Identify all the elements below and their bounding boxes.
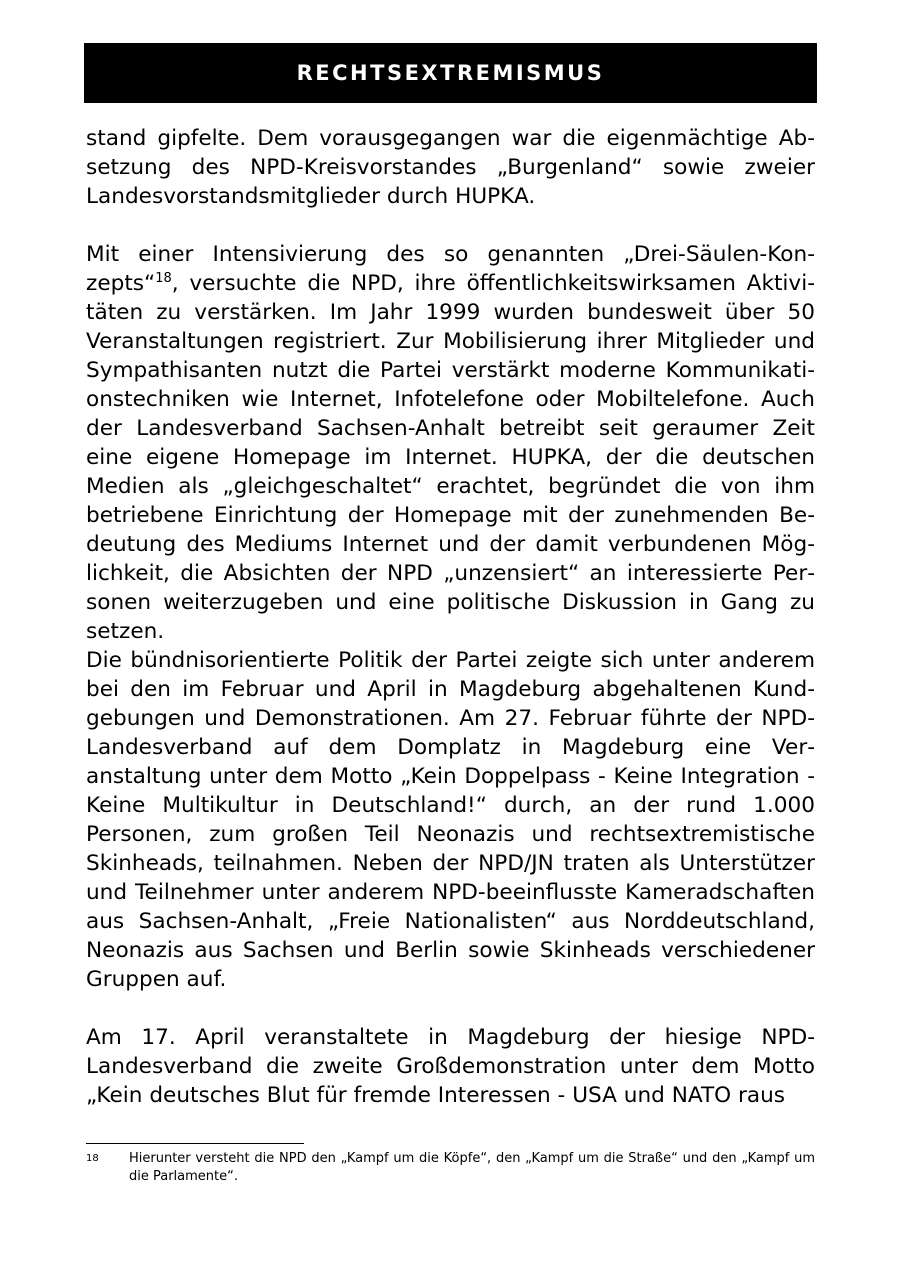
paragraph-2-text-after: , versuchte die NPD, ihre öffentlichkeitswirksamen Aktivitäten zu verstärken. Im Jahr 1999 wurden bundesweit über 50 Veranstaltungen registriert. Zur Mobilisierung ihrer Mitglieder und Sympathisanten nutzt die Partei verstärkt moderne Kommunikationstechniken wie Internet, Infotelefone oder Mobiltelefone. Auch der Landesverband Sachsen-Anhalt betreibt seit geraumer Zeit eine eigene Homepage im Internet. HUPKA, der die deutschen Medien als „gleichgeschaltet“ erachtet, begründet die von ihm betriebene Einrichtung der Homepage mit der zunehmenden Bedeutung des Mediums Internet und der damit verbundenen Möglichkeit, die Absichten der NPD „unzensiert“ an interessierte Personen weiterzugeben und eine politische Diskussion in Gang zu setzen. <box>86 271 815 644</box>
paragraph-2-text-before: Mit einer Intensivierung des so genannten „Drei-Säulen-Konzepts“ <box>86 242 815 296</box>
footnote-number: 18 <box>86 1153 99 1164</box>
header-bar <box>84 43 817 103</box>
paragraph-gap <box>86 994 815 1023</box>
footnote-reference[interactable]: 18 <box>155 270 172 286</box>
paragraph-1: stand gipfelte. Dem vorausgegangen war die eigenmächtige Absetzung des NPD-Kreisvorstandes „Burgenland“ sowie zweier Landesvorstandsmitglieder durch HUPKA. <box>86 126 815 209</box>
footnote-text: Hierunter versteht die NPD den „Kampf um die Köpfe“, den „Kampf um die Straße“ und den „Kampf um die Parlamente“. <box>129 1151 815 1184</box>
paragraph-4: Am 17. April veranstaltete in Magdeburg der hiesige NPD-Landesverband die zweite Großdemonstration unter dem Motto „Kein deutsches Blut für fremde Interessen - USA und NATO raus <box>86 1025 815 1108</box>
page-header-title: RECHTSEXTREMISMUS <box>296 61 605 85</box>
paragraph-2 <box>86 240 815 646</box>
body-text <box>86 124 815 1110</box>
footnote-separator <box>86 1143 304 1144</box>
paragraph-3: Die bündnisorientierte Politik der Partei zeigte sich unter anderem bei den im Februar und April in Magdeburg abgehaltenen Kundgebungen und Demonstrationen. Am 27. Februar führte der NPD-Landesverband auf dem Domplatz in Magdeburg eine Veranstaltung unter dem Motto „Kein Doppelpass - Keine Integration - Keine Multikultur in Deutschland!“ durch, an der rund 1.000 Personen, zum großen Teil Neonazis und rechtsextremistische Skinheads, teilnahmen. Neben der NPD/JN traten als Unterstützer und Teilnehmer unter anderem NPD-beeinflusste Kameradschaften aus Sachsen-Anhalt, „Freie Nationalisten“ aus Norddeutschland, Neonazis aus Sachsen und Berlin sowie Skinheads verschiedener Gruppen auf. <box>86 648 815 992</box>
footnote <box>86 1150 815 1186</box>
paragraph-gap <box>86 211 815 240</box>
